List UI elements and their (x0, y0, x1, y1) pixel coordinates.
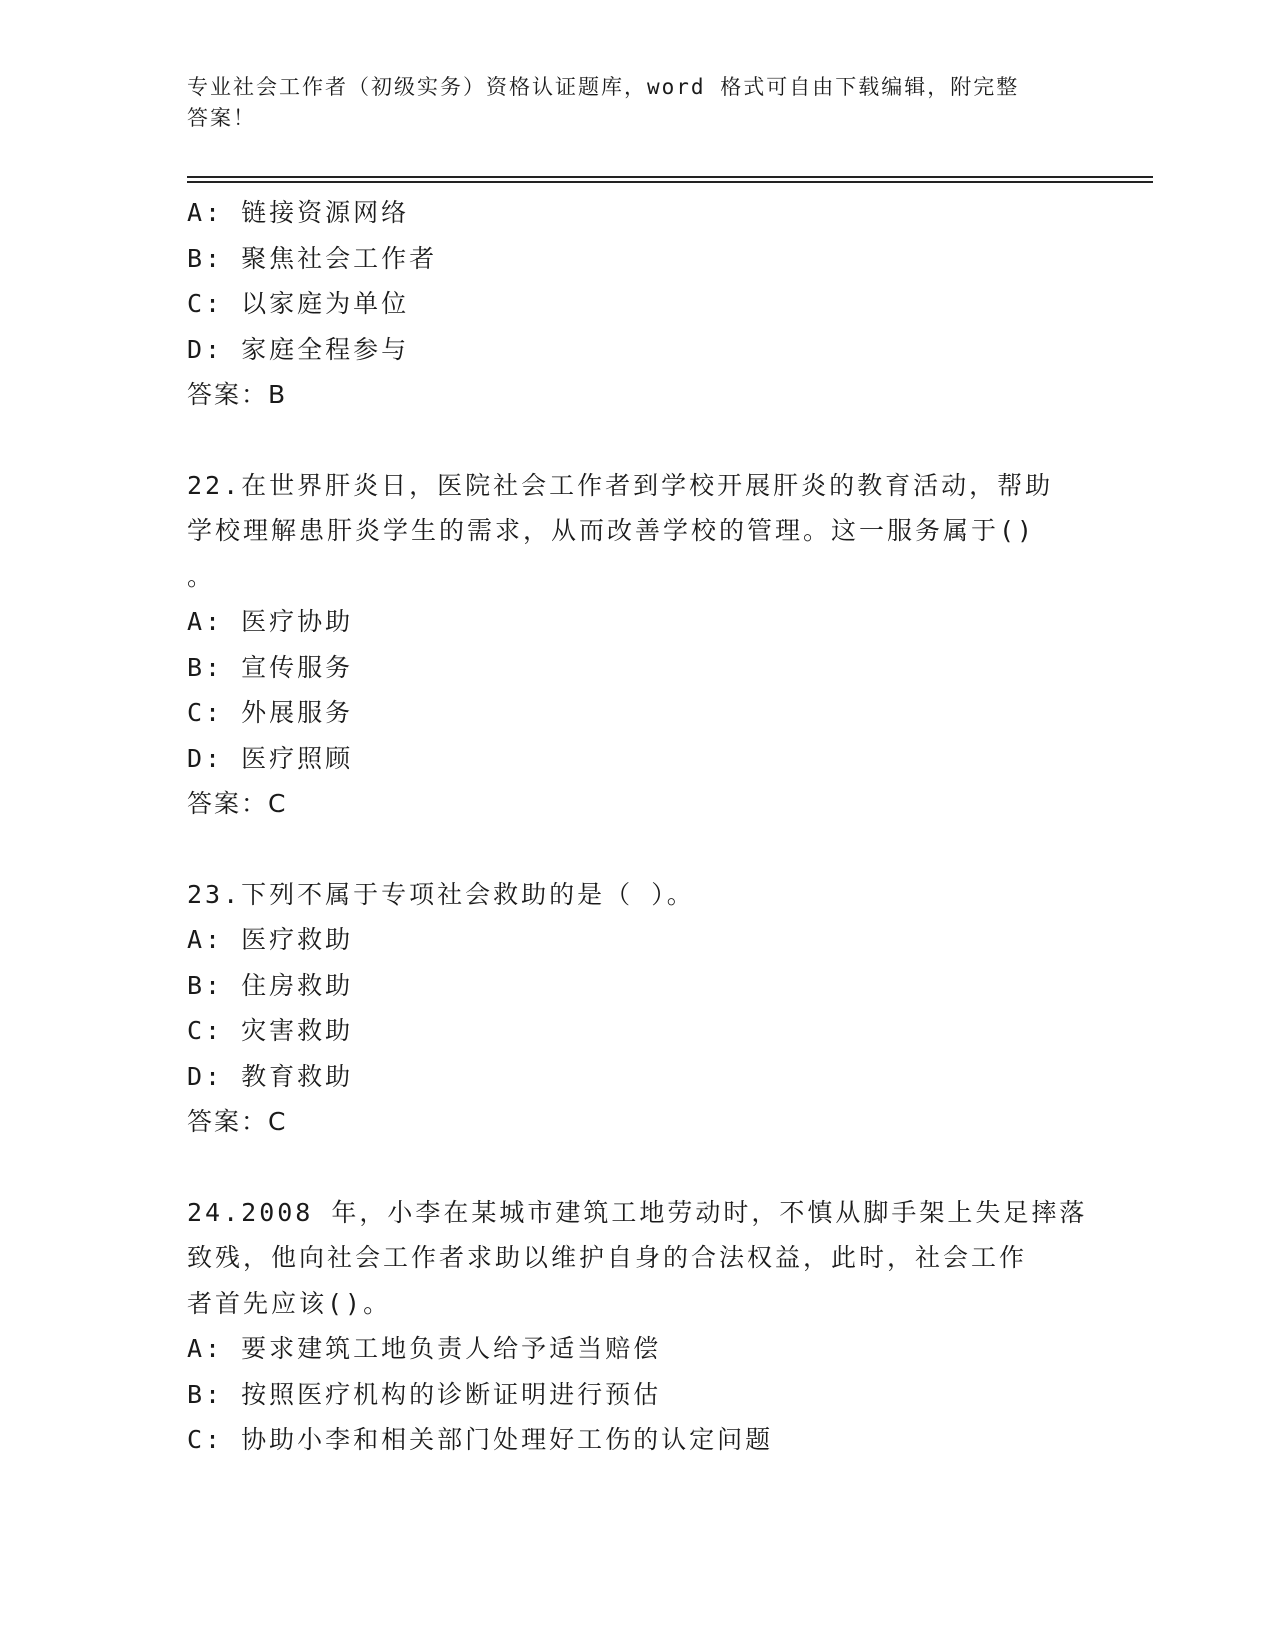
question-stem-line: 致残，他向社会工作者求助以维护自身的合法权益，此时，社会工作 (187, 1243, 1028, 1272)
option-b: B: 住房救助 (187, 970, 354, 1000)
answer-line: 答案：C (187, 789, 288, 818)
header-line-1: 专业社会工作者（初级实务）资格认证题库，word 格式可自由下载编辑，附完整 (187, 75, 1020, 99)
question-23 (187, 872, 1087, 1145)
question-stem-line: 者首先应该()。 (187, 1288, 392, 1318)
header-rule-bottom (187, 181, 1153, 183)
option-c: C: 灾害救助 (187, 1016, 354, 1045)
option-a: A: 要求建筑工地负责人给予适当赔偿 (187, 1334, 662, 1363)
prev-question (187, 190, 1087, 418)
answer-line: 答案：C (187, 1107, 288, 1136)
option-a: A: 医疗救助 (187, 925, 354, 954)
option-a: A: 医疗协助 (187, 607, 354, 636)
option-d: D: 医疗照顾 (187, 743, 354, 773)
question-stem-line: 学校理解患肝炎学生的需求，从而改善学校的管理。这一服务属于() (187, 516, 1036, 545)
answer-line: 答案：B (187, 380, 288, 409)
option-b: B: 宣传服务 (187, 652, 354, 682)
question-24 (187, 1190, 1087, 1463)
header-rule-top (187, 176, 1153, 178)
header-line-2: 答案！ (187, 106, 256, 130)
option-d: D: 家庭全程参与 (187, 334, 410, 364)
option-c: C: 以家庭为单位 (187, 289, 410, 318)
question-content (187, 190, 1087, 1463)
option-b: B: 聚焦社会工作者 (187, 243, 438, 273)
question-stem-line: 24.2008 年，小李在某城市建筑工地劳动时，不慎从脚手架上失足摔落 (187, 1197, 1088, 1227)
option-a: A: 链接资源网络 (187, 198, 410, 227)
question-stem-line: 22.在世界肝炎日，医院社会工作者到学校开展肝炎的教育活动，帮助 (187, 470, 1054, 500)
option-b: B: 按照医疗机构的诊断证明进行预估 (187, 1379, 662, 1409)
question-stem-line: 23.下列不属于专项社会救助的是（ ）。 (187, 879, 695, 909)
option-d: D: 教育救助 (187, 1061, 354, 1091)
page-header (187, 72, 1067, 134)
option-c: C: 外展服务 (187, 698, 354, 727)
question-stem-line: 。 (187, 561, 216, 591)
option-c: C: 协助小李和相关部门处理好工伤的认定问题 (187, 1425, 774, 1454)
question-22 (187, 463, 1087, 827)
